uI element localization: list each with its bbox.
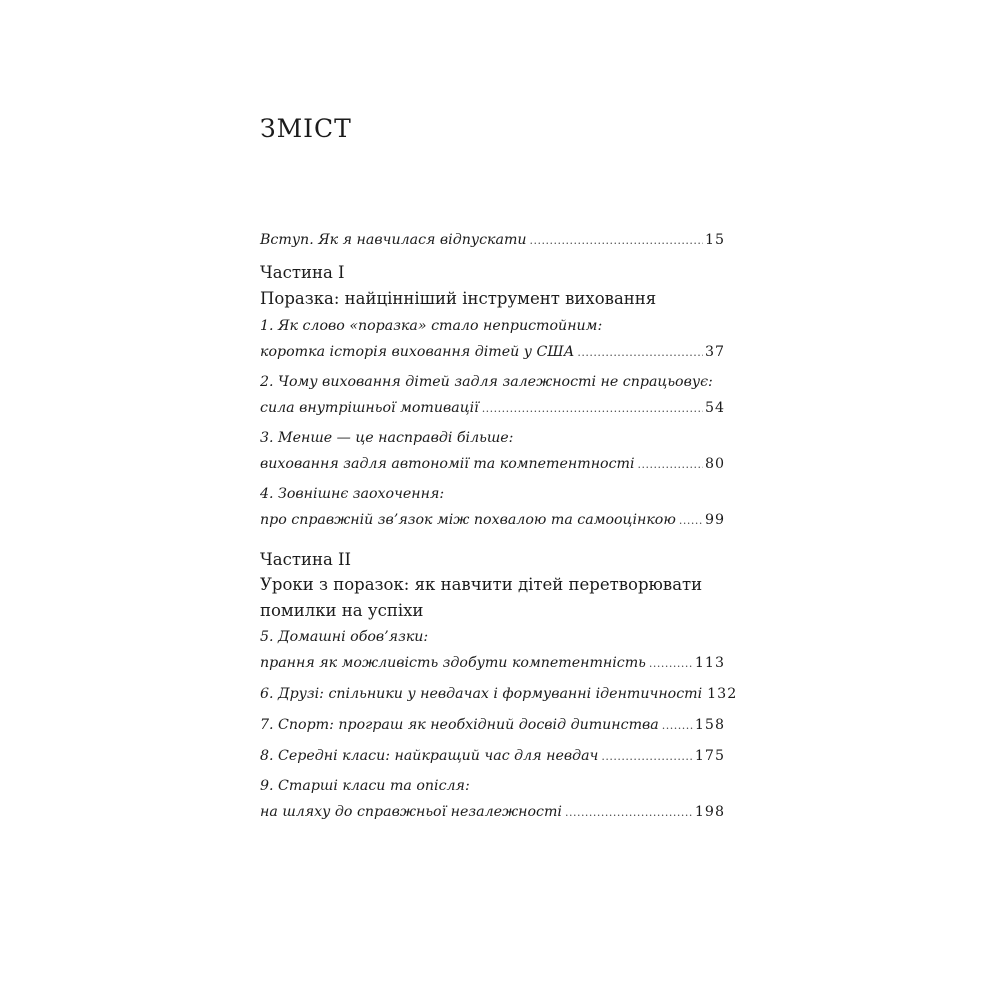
entry-title: 7. Спорт: програш як необхідний досвід дитинства [260, 717, 659, 733]
toc-entry-chapter-1-line1: 1. Як слово «поразка» стало непристойним: [260, 318, 603, 334]
page-number: 54 [704, 400, 725, 416]
entry-title: коротка історія виховання дітей у США [260, 344, 575, 360]
entry-title: на шляху до справжньої незалежності [260, 804, 562, 820]
toc-entry-chapter-5 [260, 652, 725, 674]
dot-leader [662, 715, 693, 737]
dot-leader [601, 746, 693, 768]
toc-entry-chapter-2-line1: 2. Чому виховання дітей задля залежності не спрацьовує: [260, 374, 713, 390]
toc-entry-chapter-5-line1: 5. Домашні обов’язки: [260, 629, 429, 645]
toc-entry-chapter-9 [260, 801, 725, 823]
page-number: 175 [694, 748, 725, 764]
dot-leader [530, 230, 703, 252]
toc-entry-chapter-7 [260, 714, 725, 736]
page-number: 198 [694, 804, 725, 820]
entry-title: сила внутрішньої мотивації [260, 400, 479, 416]
page-number: 37 [704, 344, 725, 360]
part-2-heading-line2: помилки на успіхи [260, 601, 424, 620]
part-1-label: Частина І [260, 263, 345, 282]
toc-entry-intro [260, 229, 725, 251]
page-number: 158 [694, 717, 725, 733]
page-number: 99 [704, 512, 725, 528]
toc-entry-chapter-8 [260, 745, 725, 767]
dot-leader [679, 510, 703, 532]
page-number: 80 [704, 456, 725, 472]
toc-entry-chapter-2 [260, 397, 725, 419]
part-1-heading: Поразка: найцінніший інструмент виховання [260, 289, 657, 308]
entry-title: про справжній зв’язок між похвалою та самооцінкою [260, 512, 676, 528]
toc-page [260, 0, 738, 1000]
dot-leader [577, 342, 703, 364]
entry-title: Вступ. Як я навчилася відпускати [260, 232, 527, 248]
page-title: ЗМІСТ [260, 114, 352, 143]
dot-leader [649, 653, 693, 675]
dot-leader [482, 398, 703, 420]
toc-entry-chapter-4-line1: 4. Зовнішнє заохочення: [260, 486, 445, 502]
toc-entry-chapter-9-line1: 9. Старші класи та опісля: [260, 778, 470, 794]
page-number: 15 [704, 232, 725, 248]
toc-entry-chapter-1 [260, 341, 725, 363]
dot-leader [638, 454, 703, 476]
part-2-heading-line1: Уроки з поразок: як навчити дітей перетворювати [260, 575, 703, 594]
toc-entry-chapter-3-line1: 3. Менше — це насправді більше: [260, 430, 514, 446]
page-number: 132 [707, 686, 738, 702]
entry-title: прання як можливість здобути компетентність [260, 655, 646, 671]
toc-entry-chapter-3 [260, 453, 725, 475]
dot-leader [565, 802, 693, 824]
part-2-label: Частина ІІ [260, 550, 352, 569]
toc-entry-chapter-4 [260, 509, 725, 531]
entry-title: виховання задля автономії та компетентності [260, 456, 635, 472]
entry-title: 8. Середні класи: найкращий час для невдач [260, 748, 599, 764]
page-number: 113 [694, 655, 725, 671]
entry-title: 6. Друзі: спільники у невдачах і формуванні ідентичності [260, 686, 703, 702]
toc-entry-chapter-6 [260, 683, 738, 705]
